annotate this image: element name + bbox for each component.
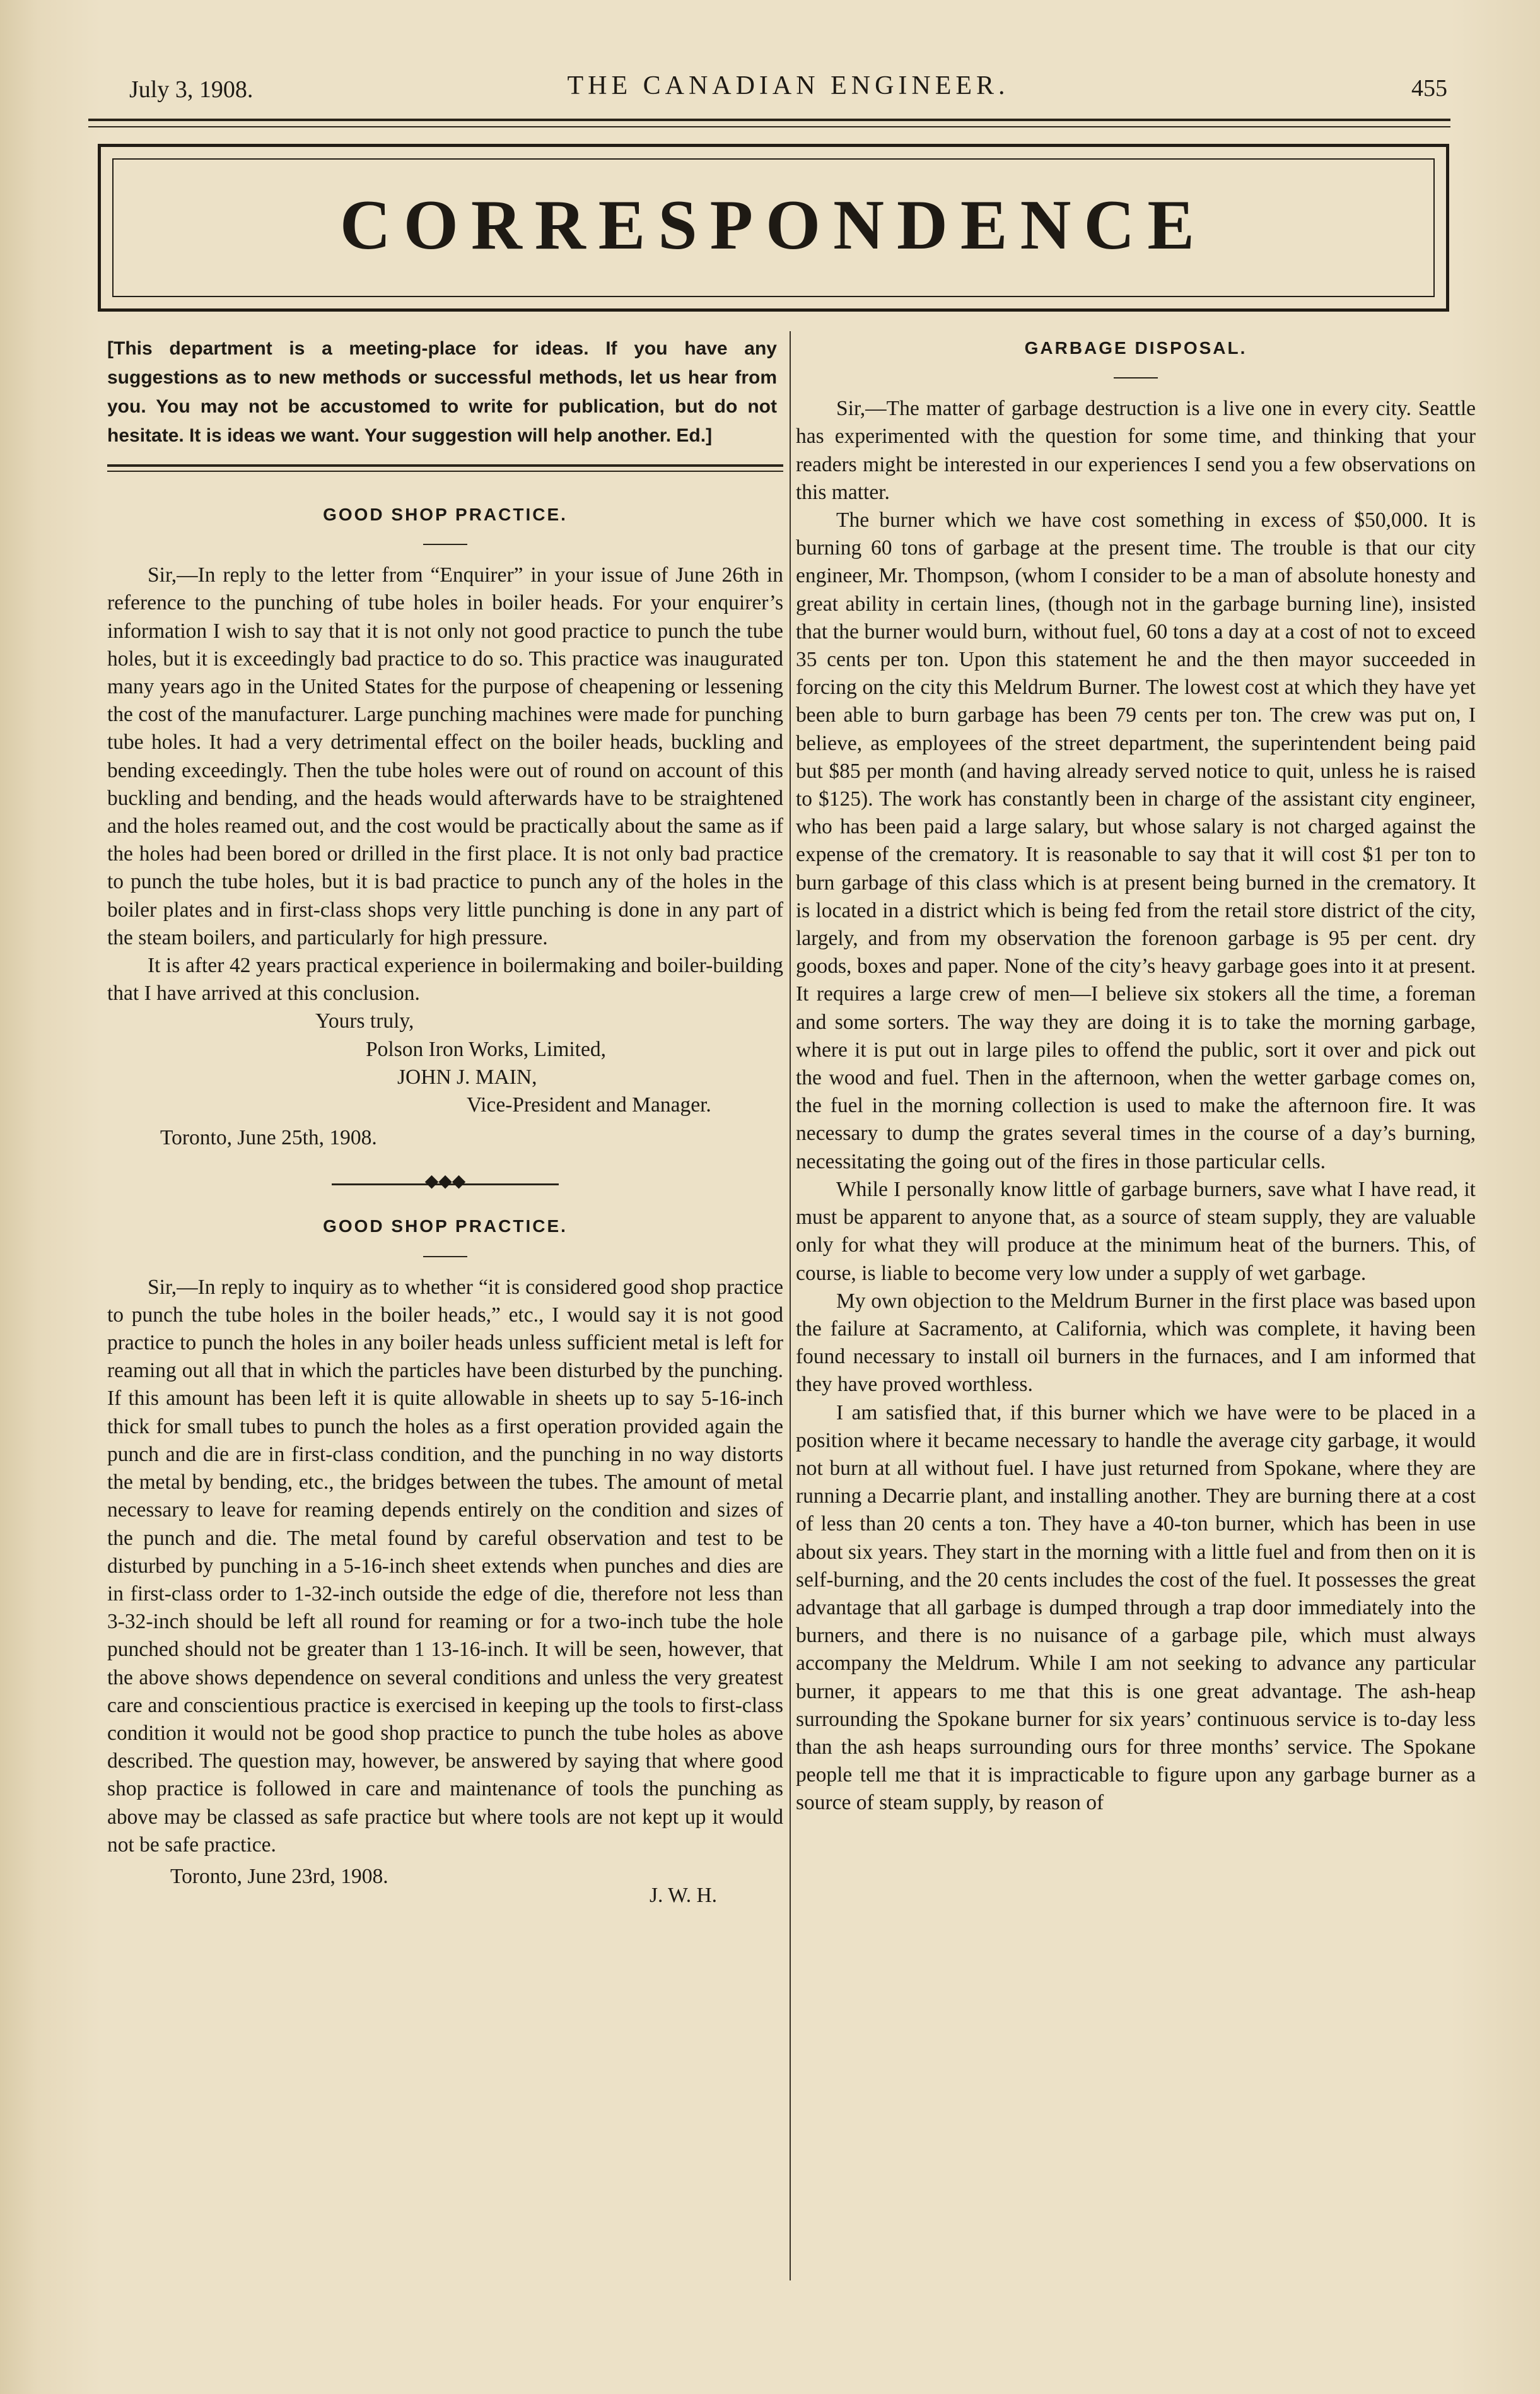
column-divider [790, 331, 791, 2280]
heading-dash [1114, 377, 1158, 378]
running-head [129, 71, 1447, 109]
letter2-place-date: Toronto, June 23rd, 1908. [170, 1864, 388, 1888]
letter1-paragraph: Sir,—In reply to the letter from “Enquirer” in your issue of June 26th in reference to the punching of tube holes in boiler heads. For your enquirer’s information I wish to say that it is not only not good practice to punch the tube holes, but it is exceedingly bad practice to do so. This practice was inaugurated many years ago in the United States for the purpose of cheapening or lessening the cost of the manufacturer. Large punching machines were made for punching tube holes. It had a very detrimental effect on the boiler heads, buckling and bending exceedingly. Then the tube holes were out of round on account of this buckling and bending, and the heads would afterwards have to be straightened and the holes reamed out, and the cost would be practically about the same as if the holes had been bored or drilled in the first place. It is not only bad practice to punch the tube holes, but it is bad practice to punch any of the holes in the boiler plates and in first-class shops very little punching is done in any part of the steam boilers, and particularly for high pressure. [107, 563, 783, 949]
header-rule-thin [88, 126, 1450, 127]
issue-date: July 3, 1908. [129, 76, 254, 103]
ornament-diamonds-icon: ◆◆◆ [424, 1171, 466, 1192]
section-ornament [332, 1171, 559, 1192]
section-banner [98, 144, 1449, 312]
letter1-place-date: Toronto, June 25th, 1908. [160, 1126, 377, 1150]
left-column [107, 334, 783, 1907]
header-rule-thick [88, 119, 1450, 121]
letter3-paragraph: The burner which we have cost something in excess of $50,000. It is burning 60 tons of garbage at the present time. The trouble is that our city engineer, Mr. Thompson, (whom I consider to be a man of absolute honesty and great ability in certain lines, (though not in the garbage burning line), insisted that the burner would burn, without fuel, 60 tons a day at a cost of not to exceed 35 cents per ton. Upon this statement he and the then mayor succeeded in forcing on the city this Meldrum Burner. The lowest cost at which they have yet been able to burn garbage has been 79 cents per ton. The crew was put on, I believe, as employees of the street department, the superintendent being paid but $85 per month (and having already served notice to quit, unless he is raised to $125). The work has constantly been in charge of the assistant city engineer, who has been paid a large salary, but whose salary is not charged against the expense of the crematory. It is reasonable to say that it will cost $1 per ton to burn garbage of this class which is at present being burned in the crematory. It is located in a district which is being fed from the retail store district of the city, largely, and from my observation the forenoon garbage is 95 per cent. dry goods, boxes and paper. None of the city’s heavy garbage goes into it at present. It requires a large crew of men—I believe six stokers all the time, a foreman and some sorters. The way they are doing it is to take the morning garbage, where it is put out in large piles to offend the public, sort it over and pick out the wood and fuel. Then in the afternoon, when the wetter garbage comes on, the fuel in the morning collection is used to make the afternoon fire. It was necessary to dump the grates several times in the course of a day’s burning, necessitating the going out of the fires in those particular cells. [796, 508, 1476, 1173]
note-rule-thin [107, 471, 783, 472]
section-title: CORRESPONDENCE [339, 186, 1208, 264]
letter1-signatory: JOHN J. MAIN, [397, 1065, 537, 1089]
page-number: 455 [1411, 75, 1447, 102]
letter2-heading: GOOD SHOP PRACTICE. [323, 1216, 568, 1236]
letter2-paragraph: Sir,—In reply to inquiry as to whether “it is considered good shop practice to punch the tube holes in the boiler heads,” etc., I would say it is not good practice to punch the holes in any boiler heads unless sufficient metal is left for reaming out all that in which the particles have been disturbed by the punching. If this amount has been left it is quite allowable in sheets up to say 5-16-inch thick for small tubes to punch the holes as a first operation provided again the punch and die are in first-class condition, and the punching in no way distorts the metal by bending, etc., the bridges between the tubes. The amount of metal necessary to leave for reaming depends entirely on the condition and sizes of the punch and die. The metal found by careful observation and test to be disturbed by punching in a 5-16-inch sheet extends when punches and dies are in first-class order to 1-32-inch outside the edge of die, therefore not less than 3-32-inch should be left all round for reaming or for a two-inch tube the hole punched should not be greater than 1 13-16-inch. It will be seen, however, that the above shows dependence on several conditions and unless the very greatest care and conscientious practice is exercised in keeping up the tools to first-class condition it would not be good shop practice to punch the tube holes as above described. The question may, however, be answered by saying that where good shop practice is followed in care and maintenance of tools the punching as above may be classed as safe practice but where tools are not kept up it would not be safe practice. [107, 1275, 783, 1857]
letter3-paragraph: Sir,—The matter of garbage destruction is a live one in every city. Seattle has experimented with the question for some time, and thinking that your readers might be interested in our experiences I send you a few observations on this matter. [796, 397, 1476, 504]
letter2-signoff [107, 1863, 783, 1907]
letter3-heading: GARBAGE DISPOSAL. [1024, 338, 1247, 358]
editor-note: [This department is a meeting-place for ideas. If you have any suggestions as to new methods or successful methods, let us hear from you. You may not be accustomed to write for publication, but do not hesitate. It is ideas we want. Your suggestion will help another. Ed.] [107, 338, 777, 446]
letter2-initials: J. W. H. [650, 1883, 718, 1907]
letter1-signatory-title: Vice-President and Manager. [467, 1093, 711, 1117]
letter1-closing: Yours truly, [315, 1009, 414, 1033]
journal-title: THE CANADIAN ENGINEER. [567, 71, 1010, 100]
right-column [796, 334, 1476, 1817]
letter3-paragraph: While I personally know little of garbage burners, save what I have read, it must be apparent to anyone that, as a source of steam supply, they are valuable only for what they will produce at the minimum heat of the burners. This, of course, is liable to become very low under a supply of wet garbage. [796, 1177, 1476, 1285]
letter3-paragraph: I am satisfied that, if this burner which we have were to be placed in a position where it became necessary to handle the average city garbage, it would not burn at all without fuel. I have just returned from Spokane, where they are running a Decarrie plant, and installing another. They are burning there at a cost of less than 20 cents a ton. They have a 40-ton burner, which has been in use about six years. They start in the morning with a little fuel and from then on it is self-burning, and the 20 cents includes the cost of the fuel. It possesses the great advantage that all garbage is dumped through a trap door immediately into the burners, and there is no nuisance of a garbage pile, which must always accompany the Meldrum. While I am not seeking to advance any particular burner, it appears to me that this is one great advantage. The ash-heap surrounding the Spokane burner for six years’ continuous service is to-day less than the ash heaps surrounding ours for three months’ service. The Spokane people tell me that it is impracticable to figure upon any garbage burner as a source of steam supply, by reason of [796, 1400, 1476, 1815]
letter3-paragraph: My own objection to the Meldrum Burner in the first place was based upon the failure at Sacramento, at California, which was complete, it having been found necessary to install oil burners in the furnaces, and I am informed that they have proved worthless. [796, 1289, 1476, 1397]
heading-dash [423, 544, 467, 545]
letter1-heading: GOOD SHOP PRACTICE. [323, 505, 568, 524]
note-rule-thick [107, 464, 783, 467]
letter1-paragraph: It is after 42 years practical experience in boilermaking and boiler-building that I have arrived at this conclusion. [107, 954, 783, 1006]
heading-dash [423, 1256, 467, 1257]
letter1-company: Polson Iron Works, Limited, [366, 1037, 606, 1061]
